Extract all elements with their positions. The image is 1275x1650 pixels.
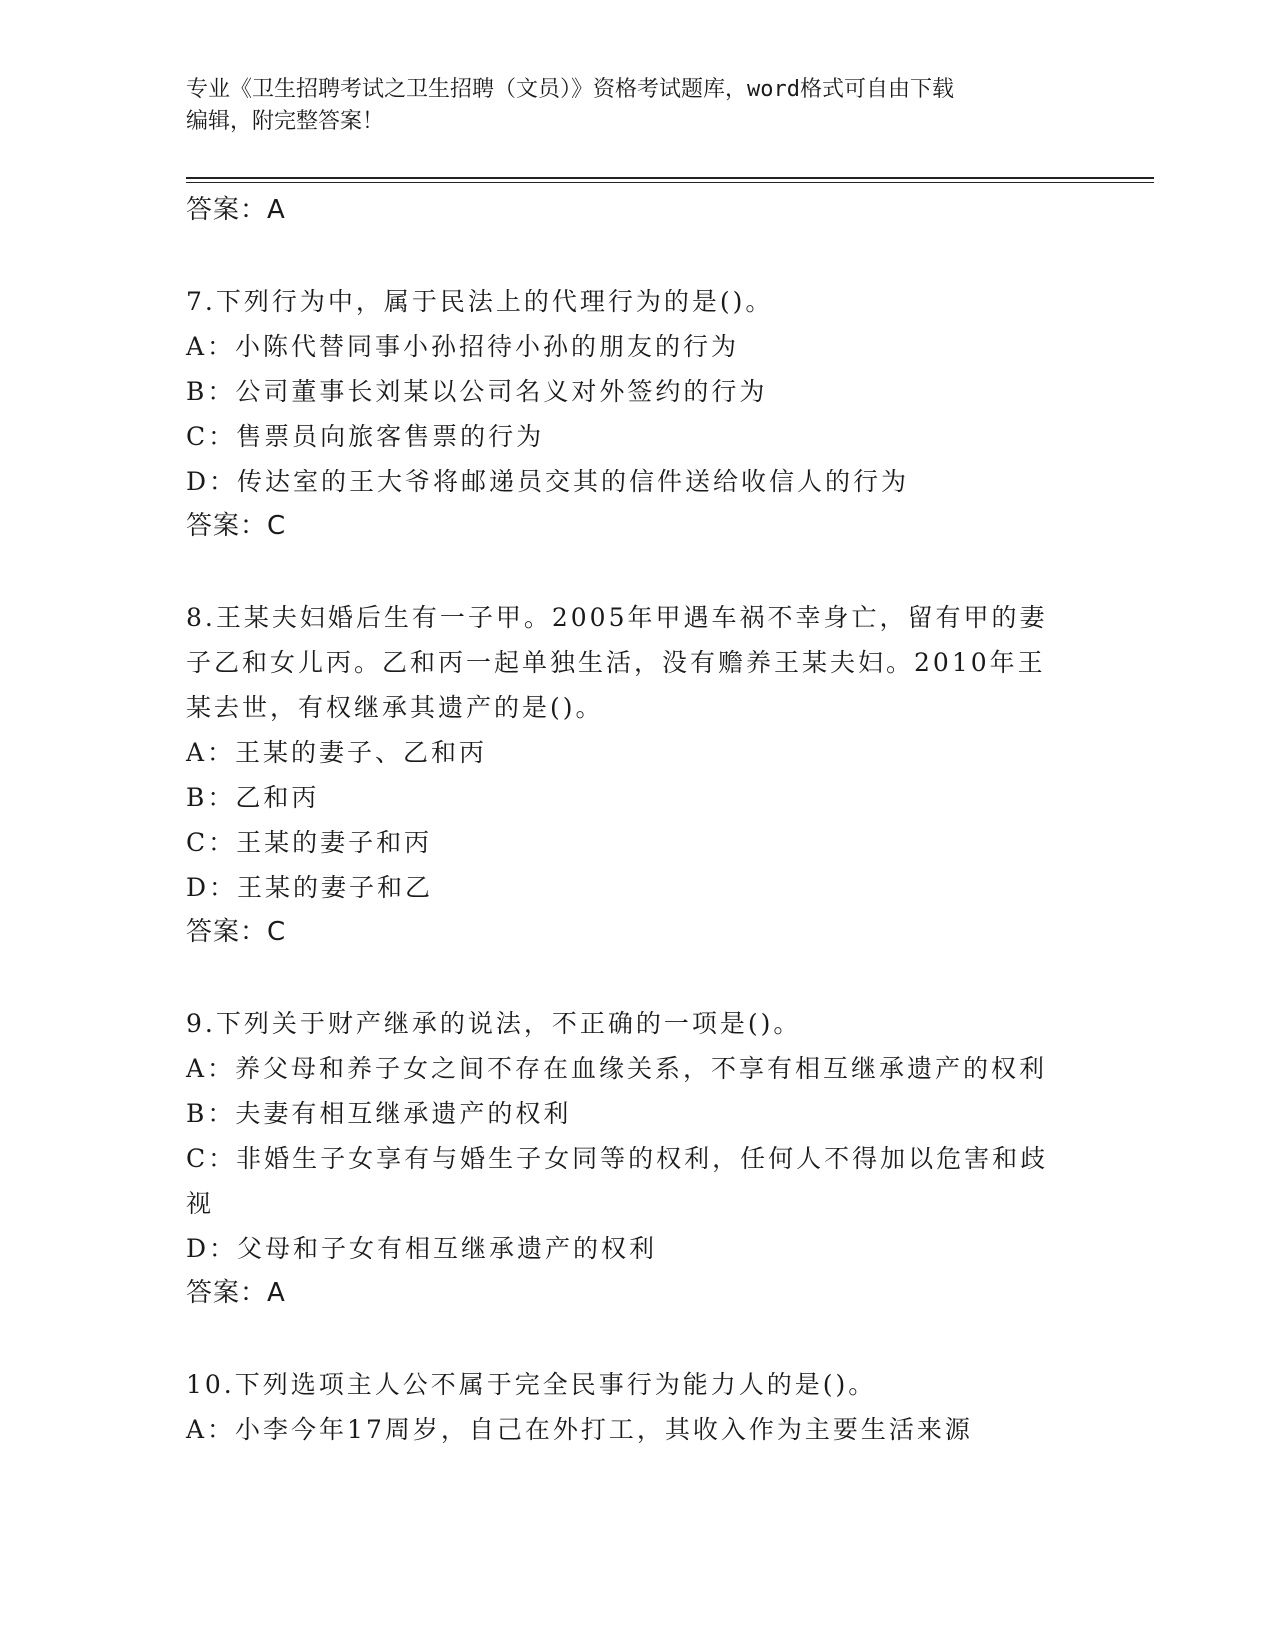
header-line-2: 编辑，附完整答案！ — [186, 109, 385, 134]
question-8 — [186, 595, 1086, 955]
question-7 — [186, 279, 1086, 549]
answer: 答案：A — [186, 1278, 286, 1308]
header-line-1: 专业《卫生招聘考试之卫生招聘（文员）》资格考试题库，word格式可自由下载 — [186, 77, 954, 102]
question-stem-line-1: 8.王某夫妇婚后生有一子甲。2005年甲遇车祸不幸身亡，留有甲的妻 — [186, 603, 1048, 632]
previous-answer: 答案：A — [186, 195, 286, 225]
option-c: C：非婚生子女享有与婚生子女同等的权利，任何人不得加以危害和歧 — [186, 1144, 1049, 1173]
question-stem: 7.下列行为中，属于民法上的代理行为的是()。 — [186, 287, 774, 316]
option-a: A：小李今年17周岁，自己在外打工，其收入作为主要生活来源 — [186, 1415, 973, 1444]
header-divider-thick — [186, 177, 1154, 179]
option-c-continued: 视 — [186, 1189, 215, 1218]
option-a: A：小陈代替同事小孙招待小孙的朋友的行为 — [186, 332, 740, 361]
question-10 — [186, 1362, 1086, 1452]
option-d: D：传达室的王大爷将邮递员交其的信件送给收信人的行为 — [186, 467, 910, 496]
option-c: C：王某的妻子和丙 — [186, 828, 433, 857]
question-list — [186, 188, 1086, 1452]
option-a: A：养父母和养子女之间不存在血缘关系，不享有相互继承遗产的权利 — [186, 1054, 1048, 1083]
option-b: B：夫妻有相互继承遗产的权利 — [186, 1099, 572, 1128]
option-a: A：王某的妻子、乙和丙 — [186, 738, 488, 767]
option-d: D：父母和子女有相互继承遗产的权利 — [186, 1234, 658, 1263]
question-9 — [186, 1001, 1086, 1316]
option-c: C：售票员向旅客售票的行为 — [186, 422, 545, 451]
question-stem-line-2: 子乙和女儿丙。乙和丙一起单独生活，没有赡养王某夫妇。2010年王 — [186, 648, 1046, 677]
answer: 答案：C — [186, 917, 287, 947]
question-stem: 10.下列选项主人公不属于完全民事行为能力人的是()。 — [186, 1370, 877, 1399]
option-d: D：王某的妻子和乙 — [186, 873, 434, 902]
header-divider-thin — [186, 182, 1154, 183]
option-b: B：乙和丙 — [186, 783, 320, 812]
page-header — [186, 74, 1066, 138]
question-stem: 9.下列关于财产继承的说法，不正确的一项是()。 — [186, 1009, 802, 1038]
option-b: B：公司董事长刘某以公司名义对外签约的行为 — [186, 377, 768, 406]
question-stem-line-3: 某去世，有权继承其遗产的是()。 — [186, 693, 604, 722]
answer: 答案：C — [186, 511, 287, 541]
